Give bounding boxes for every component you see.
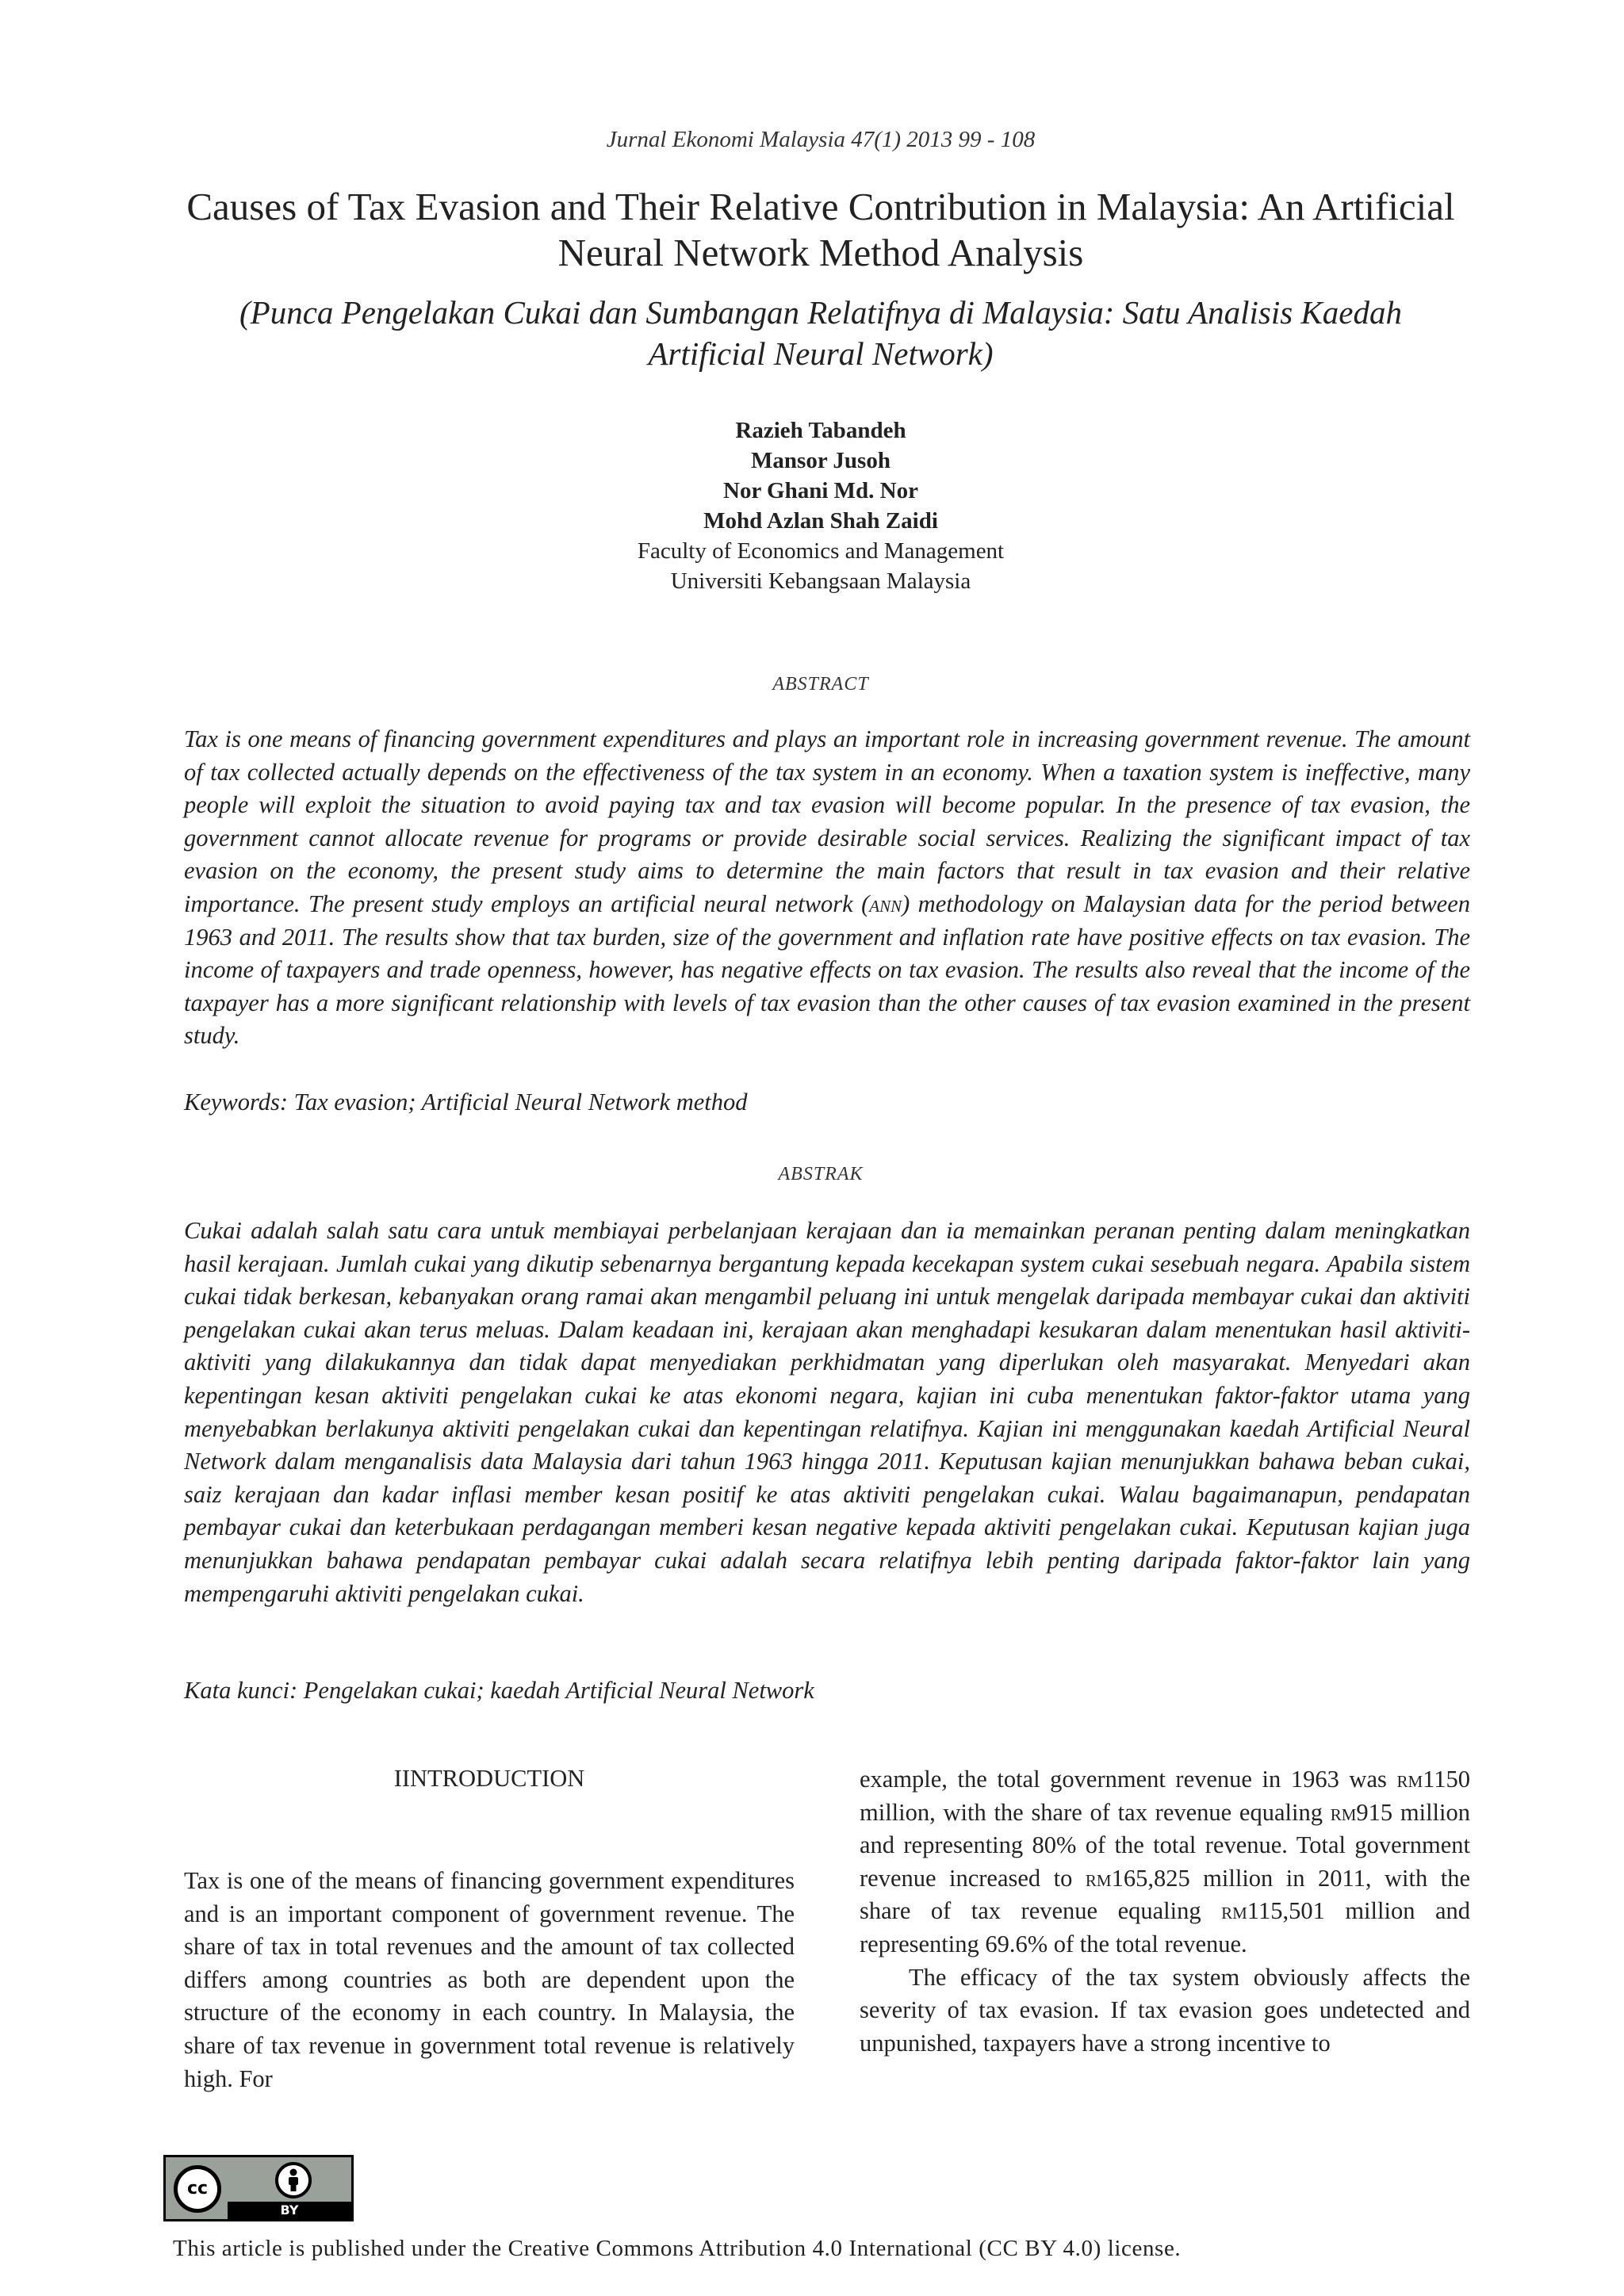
abstract-heading: ABSTRACT xyxy=(772,674,869,695)
introduction-left-column xyxy=(184,1865,795,2095)
affiliation-university: Universiti Kebangsaan Malaysia xyxy=(670,568,971,594)
abstrak-keywords: Kata kunci: Pengelakan cukai; kaedah Artificial Neural Network xyxy=(184,1677,814,1704)
text-run: 165,825 million in 2011, with the share of tax revenue equaling xyxy=(860,1864,1470,1925)
by-label: BY xyxy=(228,2202,351,2219)
currency-rm: rm xyxy=(1085,1864,1112,1892)
abstract-text-part-2: ) methodology on Malaysian data for the period between 1963 and 2011. The results show that tax burden, size of the government and inflation rate have positive effects on tax evasion. The income of taxpayers and trade openness, however, has negative effects on tax evasion. The results also reveal that the income of the taxpayer has a more significant relationship with levels of tax evasion than the other causes of tax evasion examined in the present study. xyxy=(184,890,1470,1050)
abstract-keywords: Keywords: Tax evasion; Artificial Neural Network method xyxy=(184,1089,748,1115)
journal-citation: Jurnal Ekonomi Malaysia 47(1) 2013 99 - 108 xyxy=(606,127,1036,152)
introduction-paragraph-1: Tax is one of the means of financing government expenditures and is an important component of government revenue. The share of tax in total revenues and the amount of tax collected differs among countries as both are dependent upon the structure of the economy in each country. In Malaysia, the share of tax revenue in government total revenue is relatively high. For xyxy=(184,1867,795,2092)
abstrak-heading: ABSTRAK xyxy=(778,1164,864,1184)
abstract-body xyxy=(184,723,1470,1053)
paper-title xyxy=(182,184,1459,276)
author-name: Mohd Azlan Shah Zaidi xyxy=(703,508,938,534)
cc-by-license-badge[interactable] xyxy=(163,2155,354,2221)
abstract-text-part-1: Tax is one means of financing government expenditures and plays an important role in increasing government revenue. The amount of tax collected actually depends on the effectiveness of the tax system in an economy. When a taxation system is ineffective, many people will exploit the situation to avoid paying tax and tax evasion will become popular. In the presence of tax evasion, the government cannot allocate revenue for programs or provide desirable social services. Realizing the significant impact of tax evasion on the economy, the present study aims to determine the main factors that result in tax evasion and their relative importance. The present study employs an artificial neural network ( xyxy=(184,725,1470,917)
paper-subtitle-line-2: Artificial Neural Network) xyxy=(648,335,994,372)
currency-rm: rm xyxy=(1396,1766,1423,1793)
currency-rm: rm xyxy=(1330,1798,1357,1826)
attribution-person-icon xyxy=(275,2162,312,2198)
introduction-paragraph-2: The efficacy of the tax system obviously affects the severity of tax evasion. If tax evasion goes undetected and unpunished, taxpayers have a strong incentive to xyxy=(860,1963,1470,2057)
introduction-heading: IINTRODUCTION xyxy=(393,1765,585,1792)
license-statement: This article is published under the Creative Commons Attribution 4.0 International (CC BY 4.0) license. xyxy=(173,2236,1182,2261)
paper-title-line-2: Neural Network Method Analysis xyxy=(557,231,1084,274)
introduction-paragraph-continued xyxy=(860,1763,1470,1961)
author-name: Razieh Tabandeh xyxy=(735,418,906,443)
affiliation-faculty: Faculty of Economics and Management xyxy=(637,538,1005,564)
text-run: 1150 million, with the share of tax revenue equaling xyxy=(860,1766,1470,1826)
text-run: 115,501 million and representing 69.6% of the total revenue. xyxy=(860,1897,1471,1957)
author-block xyxy=(0,415,1624,596)
introduction-right-column xyxy=(860,1763,1470,2060)
abstrak-body: Cukai adalah salah satu cara untuk membiayai perbelanjaan kerajaan dan ia memainkan peranan penting dalam meningkatkan hasil kerajaan. Jumlah cukai yang dikutip sebenarnya bergantung kepada kecekapan system cukai sesebuah negara. Apabila sistem cukai tidak berkesan, kebanyakan orang ramai akan mengambil peluang ini untuk mengelak daripada membayar cukai dan aktiviti pengelakan cukai akan terus meluas. Dalam keadaan ini, kerajaan akan menghadapi kesukaran dalam menentukan hasil aktiviti-aktiviti yang dilakukannya dan tidak dapat menyediakan perkhidmatan yang diperlukan oleh masyarakat. Menyedari akan kepentingan kesan aktiviti pengelakan cukai ke atas ekonomi negara, kajian ini cuba menentukan faktor-faktor utama yang menyebabkan berlakunya aktiviti pengelakan cukai dan kepentingan relatifnya. Kajian ini menggunakan kaedah Artificial Neural Network dalam menganalisis data Malaysia dari tahun 1963 hingga 2011. Keputusan kajian menunjukkan bahawa beban cukai, saiz kerajaan dan kadar inflasi member kesan positif ke atas aktiviti pengelakan cukai. Walau bagaimanapun, pendapatan pembayar cukai dan keterbukaan perdagangan memberi kesan negative kepada aktiviti pengelakan cukai. Keputusan kajian juga menunjukkan bahawa pendapatan pembayar cukai adalah secara relatifnya lebih penting daripada faktor-faktor lain yang mempengaruhi aktiviti pengelakan cukai. xyxy=(184,1217,1470,1607)
author-name: Mansor Jusoh xyxy=(751,448,891,473)
currency-rm: rm xyxy=(1221,1897,1247,1925)
paper-subtitle-line-1: (Punca Pengelakan Cukai dan Sumbangan Relatifnya di Malaysia: Satu Analisis Kaedah xyxy=(239,294,1402,331)
paper-subtitle xyxy=(182,292,1459,374)
paper-title-line-1: Causes of Tax Evasion and Their Relative Contribution in Malaysia: An Artificial xyxy=(186,185,1455,228)
text-run: example, the total government revenue in 1963 was xyxy=(860,1766,1397,1793)
person-icon xyxy=(278,2165,308,2195)
cc-logo-icon: cc xyxy=(174,2165,221,2213)
author-name: Nor Ghani Md. Nor xyxy=(723,478,918,503)
abstract-ann-acronym: ann xyxy=(869,890,902,917)
text-run: 915 million and representing 80% of the total revenue. Total government revenue increased to xyxy=(860,1798,1470,1892)
